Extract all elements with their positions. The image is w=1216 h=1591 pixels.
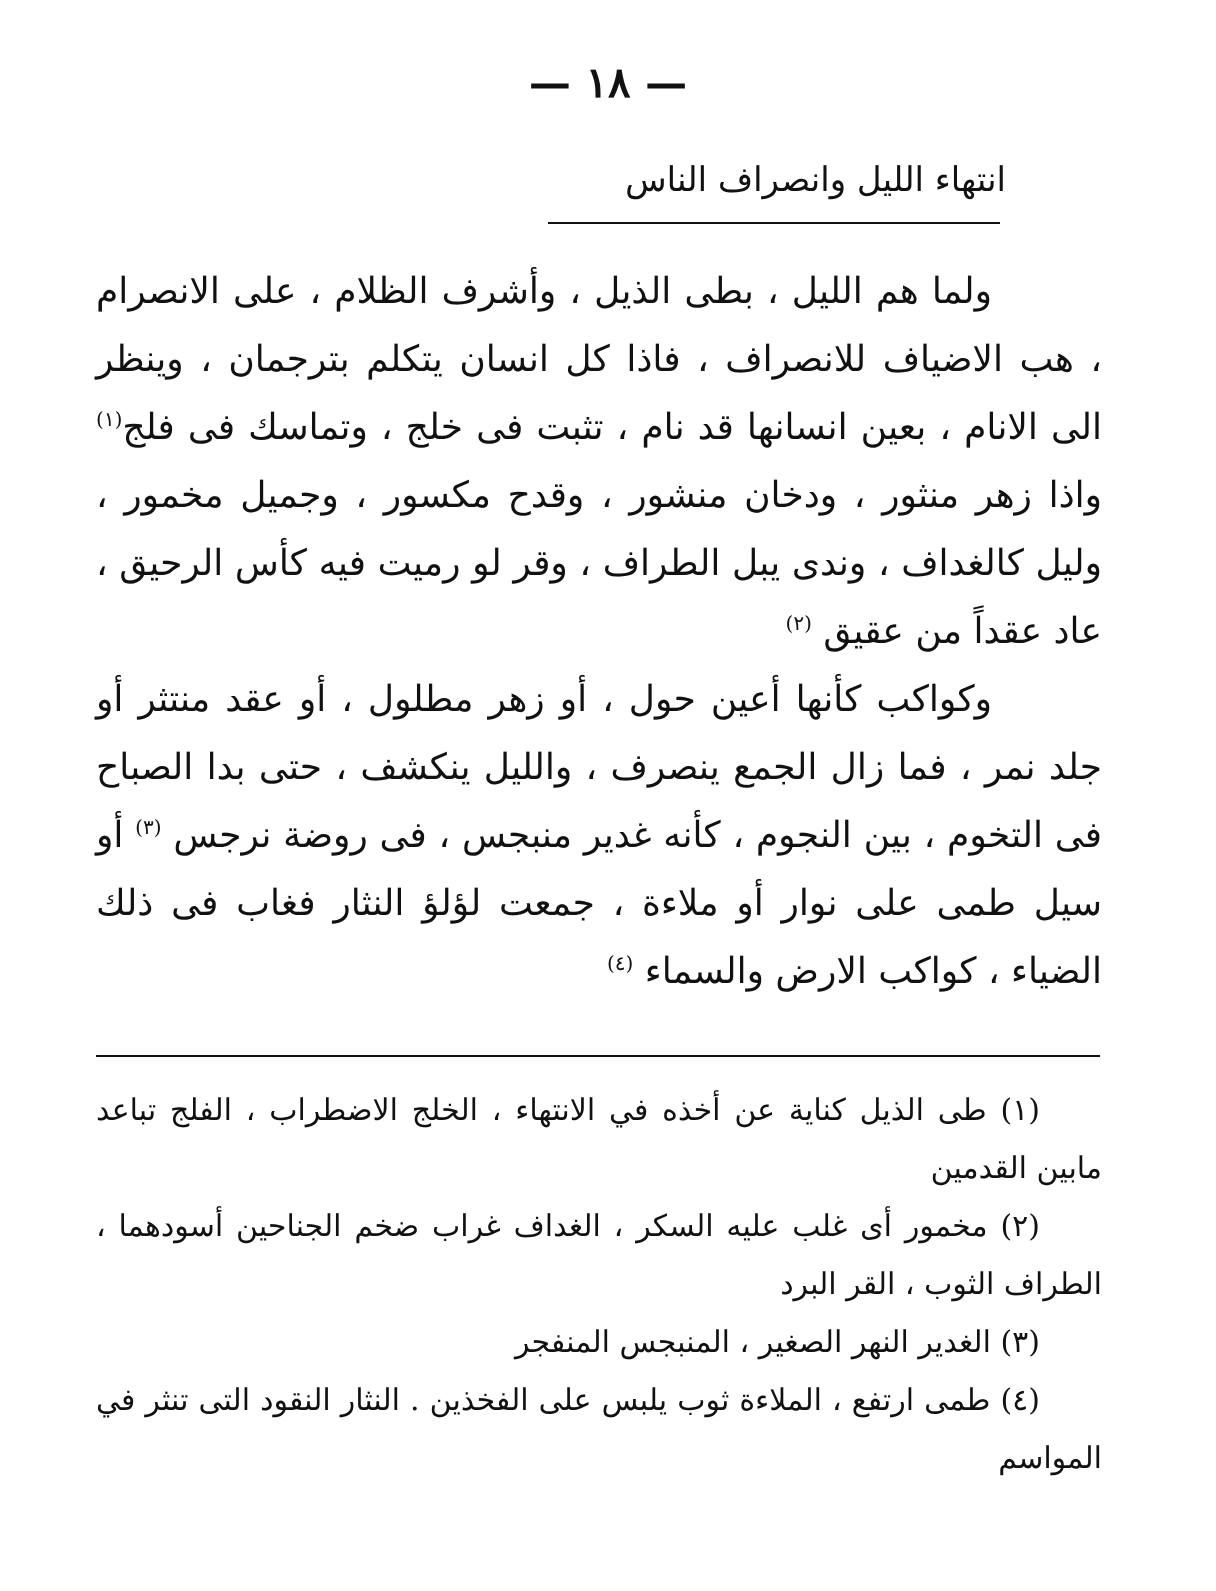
footnote-reference: (٣) xyxy=(135,815,162,839)
section-heading: انتهاء الليل وانصراف الناس xyxy=(625,160,1006,200)
paragraph-text: واذا زهر منثور ، ودخان منشور ، وقدح مكسور ، وجميل مخمور ، وليل كالغداف ، وندى يبل الطراف ، وقر لو رميت فيه كأس الرحيق ، عاد عقداً من عقيق xyxy=(96,475,1102,652)
body-text xyxy=(96,258,1102,1006)
paragraph xyxy=(96,666,1102,1006)
footnote: (١) طى الذيل كناية عن أخذه في الانتهاء ، الخلج الاضطراب ، الفلج تباعد مابين القدمين xyxy=(96,1093,1102,1186)
footnotes xyxy=(96,1082,1102,1488)
footnote-separator xyxy=(96,1055,1100,1057)
paragraph-text: ولما هم الليل ، بطى الذيل ، وأشرف الظلام ، على الانصرام ، هب الاضياف للانصراف ، فاذا كل انسان يتكلم بترجمان ، وينظر الى الانام ، بعين انسانها قد نام ، تثبت فى خلج ، وتماسك فى فلج xyxy=(96,271,1102,448)
paragraph-text: وكواكب كأنها أعين حول ، أو زهر مطلول ، أو عقد منتثر أو جلد نمر ، فما زال الجمع ينصرف ، والليل ينكشف ، حتى بدا الصباح فى التخوم ، بين النجوم ، كأنه غدير منبجس ، فى روضة نرجس xyxy=(96,679,1102,856)
footnote: (٣) الغدير النهر الصغير ، المنبجس المنفجر xyxy=(514,1325,1040,1360)
footnote: (٢) مخمور أى غلب عليه السكر ، الغداف غراب ضخم الجناحين أسودهما ، الطراف الثوب ، القر البرد xyxy=(96,1209,1102,1302)
footnote-reference: (١) xyxy=(96,407,123,431)
footnote-reference: (٤) xyxy=(606,951,634,975)
page-number: — ١٨ — xyxy=(528,58,688,107)
paragraph-text: أو سيل طمى على نوار أو ملاءة ، جمعت لؤلؤ النثار فغاب فى ذلك الضياء ، كواكب الارض والسماء xyxy=(96,815,1102,992)
paragraph xyxy=(96,258,1102,666)
footnote-reference: (٢) xyxy=(785,611,812,635)
heading-underline xyxy=(548,222,1000,224)
footnote: (٤) طمى ارتفع ، الملاءة ثوب يلبس على الفخذين . النثار النقود التى تنثر في المواسم xyxy=(96,1383,1102,1476)
